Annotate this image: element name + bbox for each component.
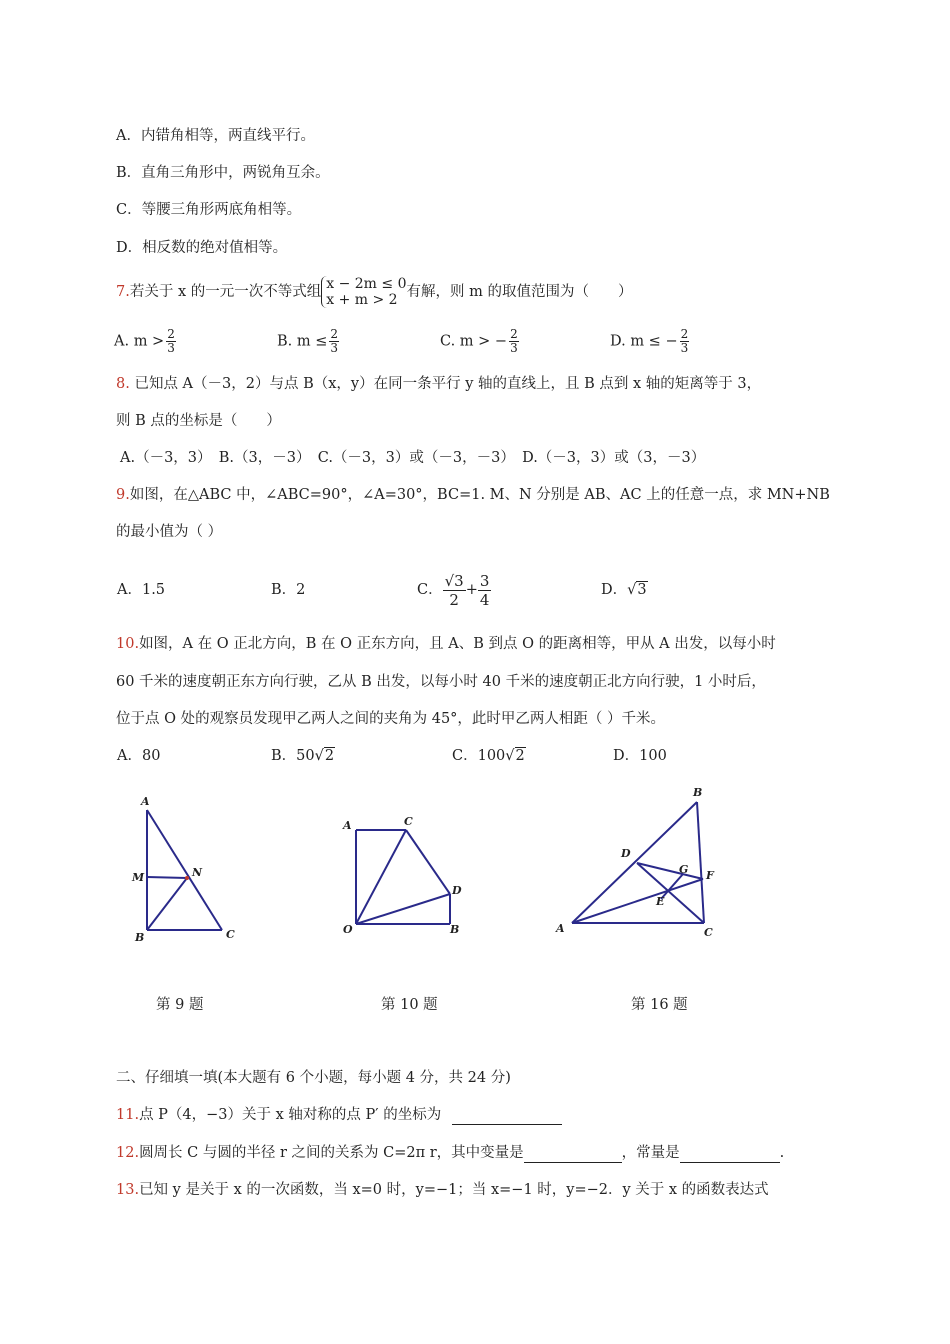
fig9-side-ac xyxy=(147,810,222,930)
q10-option-d: D．100 xyxy=(613,748,667,764)
fig16-label-a: A xyxy=(556,922,565,935)
q12-line xyxy=(116,1143,784,1163)
q7-text-pre: 若关于 x 的一元一次不等式组 xyxy=(129,284,322,300)
fig16-label-f: F xyxy=(706,869,714,882)
figure-10-caption: 第 10 题 xyxy=(381,997,438,1013)
q6-option-c: C．等腰三角形两底角相等。 xyxy=(116,202,302,218)
q11-line xyxy=(116,1105,562,1125)
fig16-label-d: D xyxy=(621,847,631,860)
fig10-label-b: B xyxy=(450,923,460,936)
q9-line-1 xyxy=(116,485,830,505)
q9-option-d-label: D． xyxy=(601,582,628,598)
fig9-label-a: A xyxy=(141,795,150,808)
q7-option-a-fraction xyxy=(166,328,176,355)
fraction-denominator: 4 xyxy=(479,590,490,609)
fig16-segment-af xyxy=(572,879,703,923)
sqrt-symbol: √ xyxy=(505,748,515,764)
fig10-label-o: O xyxy=(343,923,353,936)
fig10-label-c: C xyxy=(404,815,413,828)
fig16-label-b: B xyxy=(693,786,703,799)
fraction-numerator: 2 xyxy=(510,327,518,341)
fig10-segment-cd xyxy=(406,830,450,894)
q12-text-1: 圆周长 C 与圆的半径 r 之间的关系为 C=2π r，其中变量是 xyxy=(139,1145,524,1161)
figure-9-triangle xyxy=(125,790,245,950)
q7-option-c-fraction xyxy=(509,328,519,355)
fraction-denominator: 3 xyxy=(330,341,339,355)
q13-text: 已知 y 是关于 x 的一次函数，当 x=0 时，y=−1；当 x=−1 时，y=−2．y 关于 x 的函数表达式 xyxy=(139,1182,769,1198)
figure-16-diagram xyxy=(548,778,728,940)
fig9-segment-mn xyxy=(147,877,187,878)
fraction-numerator: 2 xyxy=(167,327,175,341)
fraction-numerator: 2 xyxy=(330,327,339,341)
q7-number: 7. xyxy=(116,284,130,300)
fraction-denominator: 3 xyxy=(167,341,175,355)
q7-option-b-fraction xyxy=(329,328,339,355)
q12-variable-blank[interactable] xyxy=(524,1147,622,1163)
fig16-label-g: G xyxy=(679,863,689,876)
q9-text-1: 如图，在△ABC 中，∠ABC=90°，∠A=30°，BC=1. M、N 分别是 AB、AC 上的任意一点，求 MN+NB xyxy=(129,487,830,503)
q10-option-c-label: C．100 xyxy=(452,748,506,764)
q9-option-a: A．1.5 xyxy=(117,582,166,598)
q8-line-1 xyxy=(116,374,761,394)
fig9-label-n: N xyxy=(192,866,203,879)
q7-inequality-system xyxy=(321,276,406,308)
fraction-numerator: 2 xyxy=(680,327,689,341)
fig9-label-c: C xyxy=(226,928,235,941)
q11-text: 点 P（4，−3）关于 x 轴对称的点 P′ 的坐标为 xyxy=(139,1107,442,1123)
fig9-segment-nb xyxy=(147,878,187,930)
q10-line-2: 60 千米的速度朝正东方向行驶，乙从 B 出发，以每小时 40 千米的速度朝正北方向行驶，1 小时后， xyxy=(116,674,766,690)
fig9-point-n xyxy=(185,876,189,880)
q10-text-1: 如图，A 在 O 正北方向，B 在 O 正东方向，且 A、B 到点 O 的距离相等，甲从 A 出发，以每小时 xyxy=(139,636,776,652)
q9-line-2: 的最小值为（ ） xyxy=(116,524,223,540)
q8-number: 8. xyxy=(116,376,130,392)
q9-option-c-fraction-1 xyxy=(443,572,466,609)
q13-line xyxy=(116,1180,769,1200)
fraction-denominator: 3 xyxy=(510,341,518,355)
radicand: 2 xyxy=(324,748,335,764)
q7-option-b xyxy=(277,328,341,355)
q10-line-1 xyxy=(116,634,776,654)
q9-number: 9. xyxy=(116,487,130,503)
sqrt-symbol: √ xyxy=(627,582,637,598)
q13-number: 13. xyxy=(116,1182,140,1198)
q9-option-c-fraction-2 xyxy=(478,572,492,609)
section-2-title: 二、仔细填一填(本大题有 6 个小题，每小题 4 分，共 24 分) xyxy=(116,1070,511,1086)
q12-text-3: . xyxy=(779,1145,785,1161)
q8-options: A.（－3，3） B.（3，－3） C.（－3，3）或（－3，－3） D.（－3，3）或（3，－3） xyxy=(120,450,706,466)
q12-text-2: ，常量是 xyxy=(621,1145,680,1161)
plus-sign: + xyxy=(465,582,478,598)
radicand: 2 xyxy=(515,748,525,764)
q9-option-c xyxy=(417,570,491,610)
fig9-label-b: B xyxy=(135,931,145,944)
q6-option-a: A．内错角相等，两直线平行。 xyxy=(116,128,315,144)
figure-9-caption: 第 9 题 xyxy=(156,997,204,1013)
q7-option-c xyxy=(440,328,521,355)
fraction-numerator: 3 xyxy=(479,571,490,590)
q7-stem xyxy=(116,276,632,308)
q11-number: 11. xyxy=(116,1107,140,1123)
q7-text-post: 有解，则 m 的取值范围为（ ） xyxy=(406,284,633,300)
q8-line-2: 则 B 点的坐标是（ ） xyxy=(116,413,281,429)
q10-line-3: 位于点 O 处的观察员发现甲乙两人之间的夹角为 45°，此时甲乙两人相距（ ）千米。 xyxy=(116,711,666,727)
q7-option-d xyxy=(610,328,691,355)
q6-option-b: B．直角三角形中，两锐角互余。 xyxy=(116,165,330,181)
q11-answer-blank[interactable] xyxy=(452,1109,562,1125)
q12-number: 12. xyxy=(116,1145,140,1161)
q7-option-a xyxy=(114,328,178,355)
fig16-segment-bc xyxy=(697,802,704,923)
q9-option-c-label: C． xyxy=(417,582,443,598)
fraction-denominator: 3 xyxy=(680,341,689,355)
fraction-numerator: √3 xyxy=(444,571,464,590)
q6-option-d: D．相反数的绝对值相等。 xyxy=(116,240,288,256)
q7-inequality-1: x − 2m ≤ 0 xyxy=(326,276,407,292)
q7-option-d-label: D. m ≤ − xyxy=(610,333,678,350)
fig10-label-d: D xyxy=(452,884,462,897)
figure-16-caption: 第 16 题 xyxy=(631,997,688,1013)
sqrt-symbol: √ xyxy=(314,748,324,764)
q7-option-c-label: C. m > − xyxy=(440,333,508,350)
q7-option-a-label: A. m > xyxy=(114,333,165,350)
fig16-label-c: C xyxy=(704,926,713,939)
q7-inequality-2: x + m > 2 xyxy=(326,292,398,308)
q7-option-b-label: B. m ≤ xyxy=(277,333,328,350)
q7-option-d-fraction xyxy=(680,328,690,355)
fig10-label-a: A xyxy=(343,819,352,832)
fraction-denominator: 2 xyxy=(449,590,459,609)
q12-constant-blank[interactable] xyxy=(680,1147,780,1163)
q9-option-d xyxy=(601,580,648,600)
q10-option-b xyxy=(271,746,335,766)
q10-number: 10. xyxy=(116,636,140,652)
q10-option-b-label: B．50 xyxy=(271,748,315,764)
q10-option-a: A．80 xyxy=(117,748,161,764)
q8-text-1: 已知点 A（－3，2）与点 B（x，y）在同一条平行 y 轴的直线上，且 B 点到 x 轴的矩离等于 3， xyxy=(134,376,762,392)
fig16-label-e: E xyxy=(656,895,665,908)
fig9-label-m: M xyxy=(132,871,145,884)
q9-option-b: B．2 xyxy=(271,582,306,598)
figure-10-diagram xyxy=(340,810,470,940)
radicand: 3 xyxy=(637,582,647,598)
q10-option-c xyxy=(452,746,526,766)
